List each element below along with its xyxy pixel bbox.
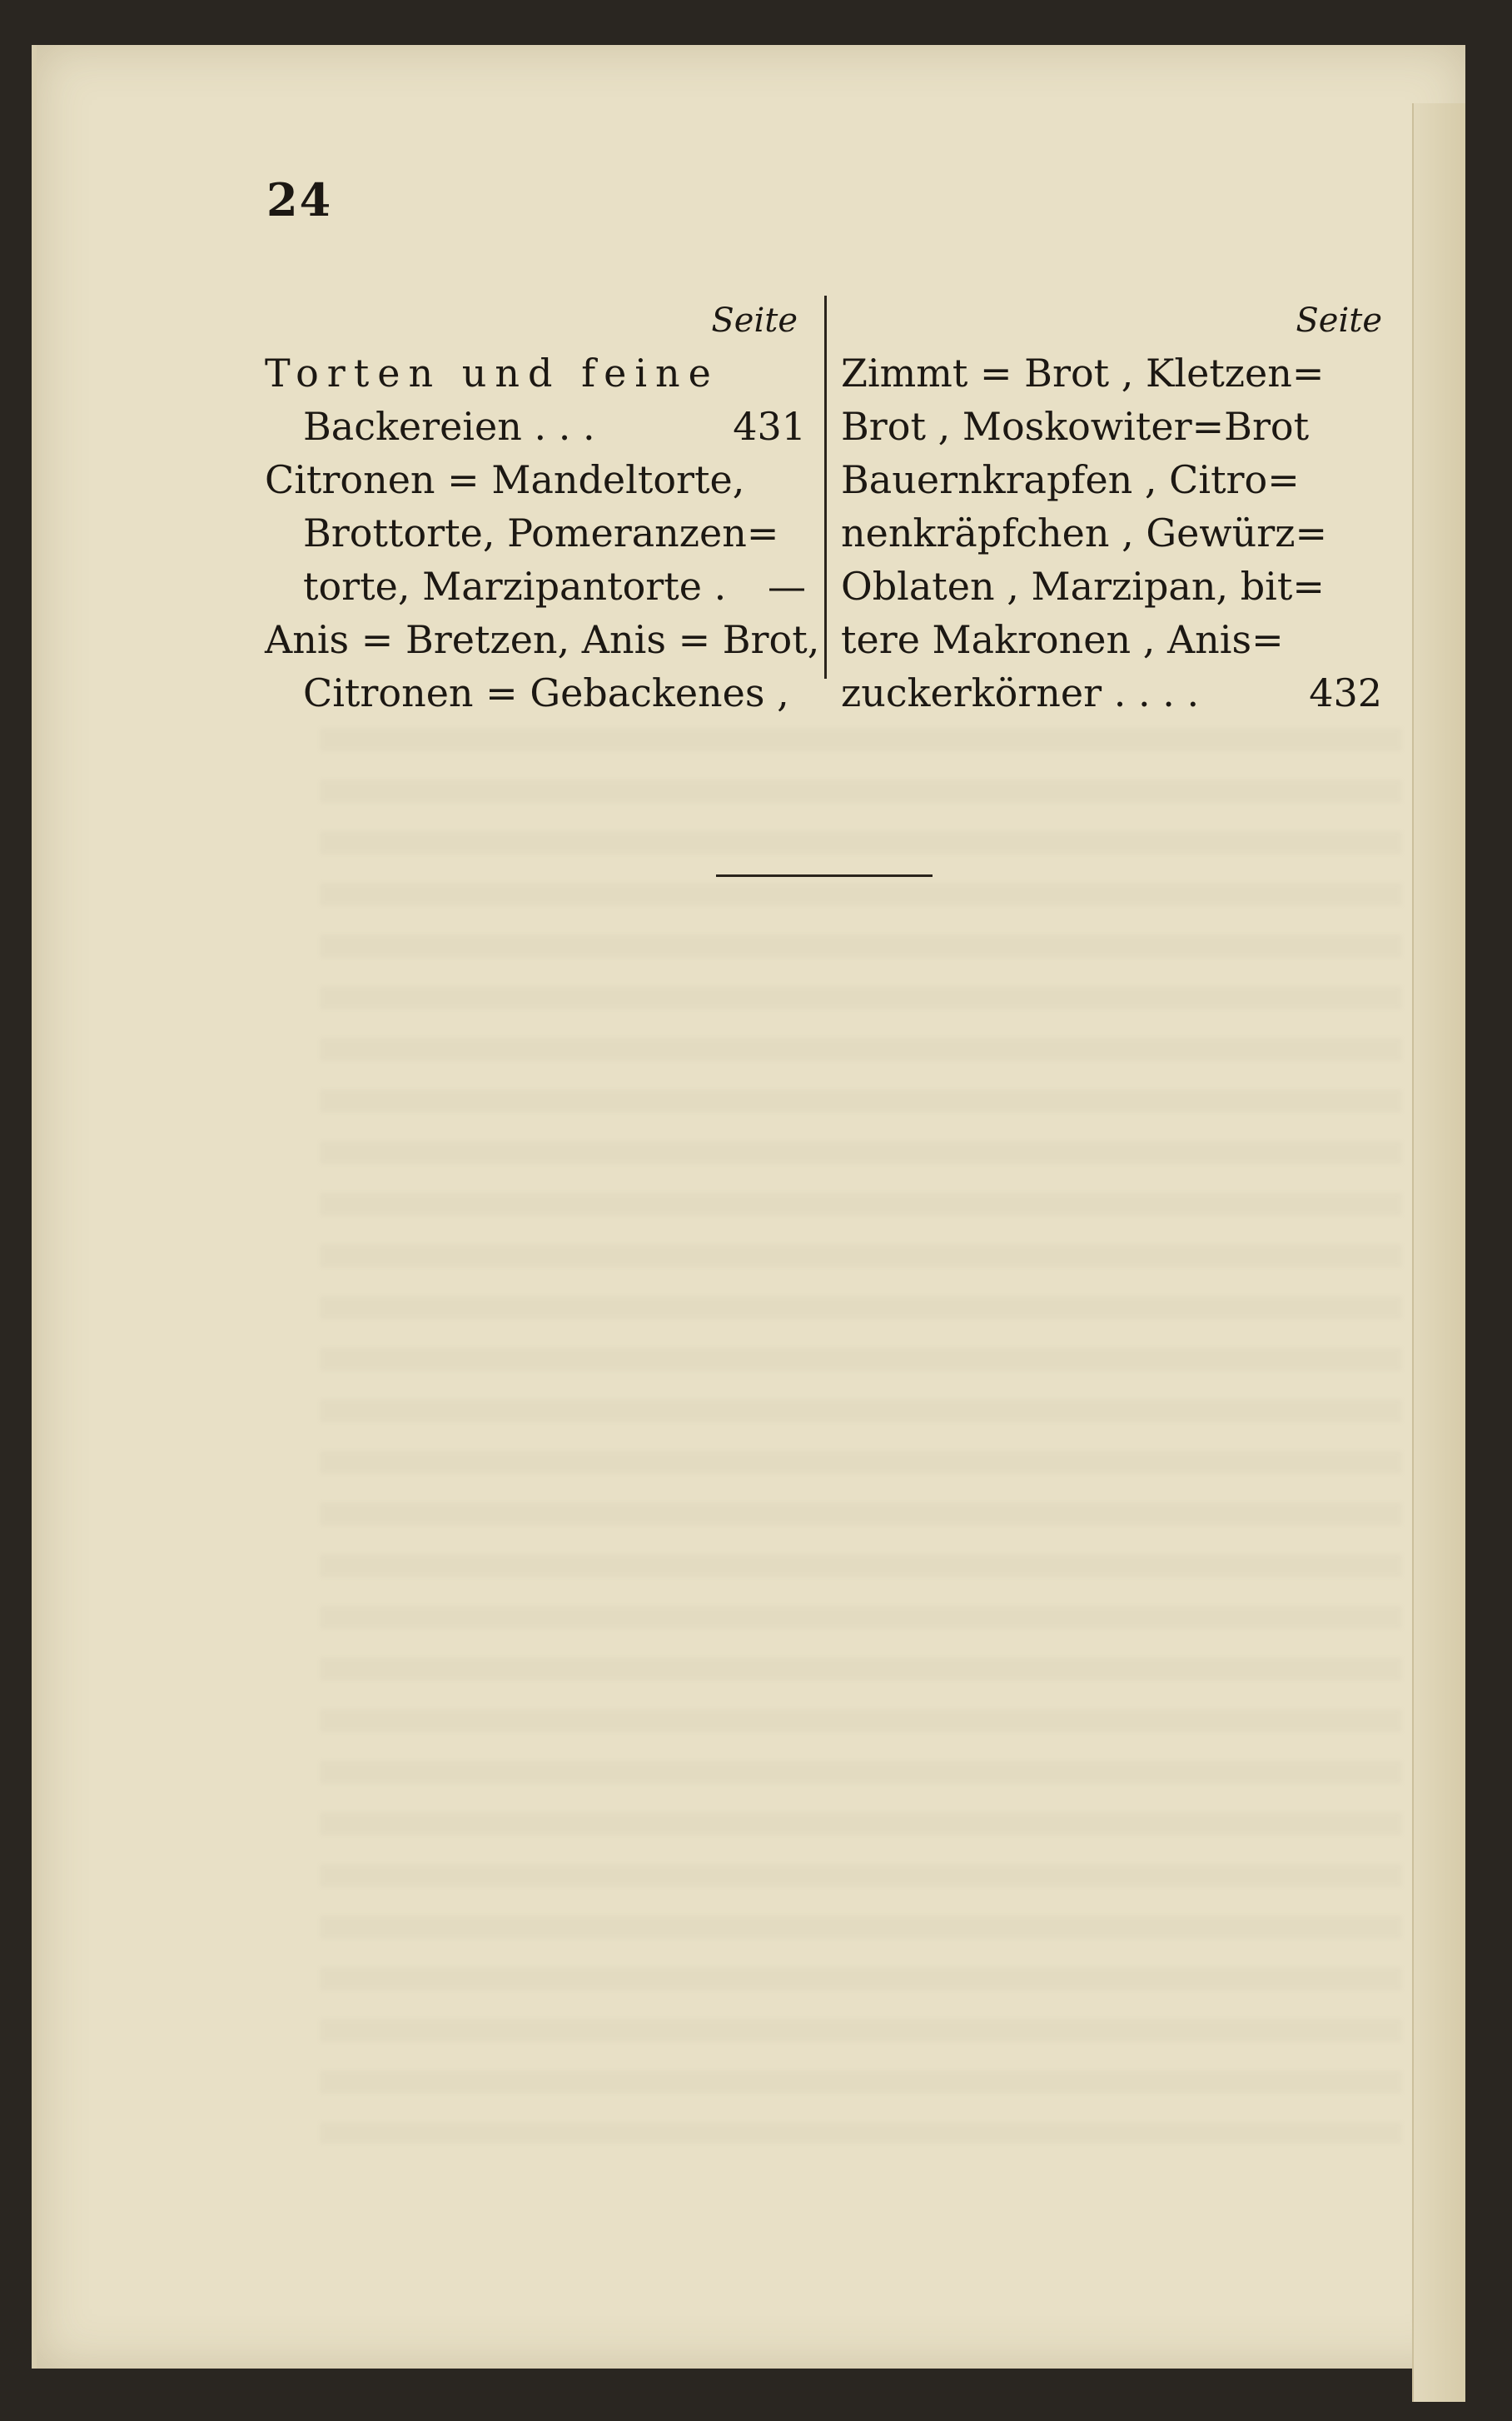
toc-entry-page: — (768, 564, 806, 609)
toc-entry-page: 432 (1309, 670, 1382, 715)
toc-entry-page: 431 (733, 404, 806, 449)
toc-entry-line (265, 666, 806, 720)
toc-entry-line (265, 346, 806, 400)
toc-entry-line (841, 346, 1382, 400)
toc-entry-line (265, 613, 820, 666)
reverse-side-show-through (320, 728, 1402, 2144)
toc-entry-line (265, 506, 806, 560)
toc-entry-line (841, 613, 1382, 666)
toc-left-column (265, 300, 820, 720)
toc-entry-line (265, 560, 806, 613)
toc-entry-text: Citronen = Mandeltorte, (265, 457, 745, 502)
toc-entry-text: Oblaten , Marzipan, bit= (841, 564, 1325, 609)
toc-entry-line (265, 400, 806, 453)
toc-entry-text: Bauernkrapfen , Citro= (841, 457, 1300, 502)
section-rule (716, 874, 933, 877)
toc-left-lines (265, 346, 820, 720)
toc-entry-text: Citronen = Gebackenes , (303, 670, 789, 715)
toc-entry-line (841, 400, 1382, 453)
toc-entry-text: Torten und feine (265, 351, 719, 396)
page-number: 24 (266, 173, 333, 227)
column-divider (824, 296, 827, 679)
toc-entry-text: zuckerkörner . . . . (841, 670, 1200, 715)
seite-header-right: Seite (1296, 301, 1382, 340)
toc-entry-line (841, 666, 1382, 720)
toc-entry-text: torte, Marzipantorte . (303, 564, 727, 609)
toc-entry-line (265, 453, 806, 506)
toc-entry-text: nenkräpfchen , Gewürz= (841, 511, 1328, 555)
toc-entry-text: Brot , Moskowiter=Brot (841, 404, 1310, 449)
seite-header-left: Seite (711, 301, 798, 340)
toc-entry-text: Brottorte, Pomeranzen= (303, 511, 779, 555)
toc-entry-text: Zimmt = Brot , Kletzen= (841, 351, 1325, 396)
toc-entry-text: Backereien . . . (303, 404, 595, 449)
toc-right-lines (841, 346, 1382, 720)
toc-entry-text: tere Makronen , Anis= (841, 617, 1284, 662)
toc-right-column (841, 300, 1382, 720)
page-edge (1412, 103, 1465, 2402)
toc-entry-line (841, 560, 1382, 613)
toc-entry-text: Anis = Bretzen, Anis = Brot, (265, 617, 820, 662)
toc-entry-line (841, 453, 1382, 506)
toc-entry-line (841, 506, 1382, 560)
